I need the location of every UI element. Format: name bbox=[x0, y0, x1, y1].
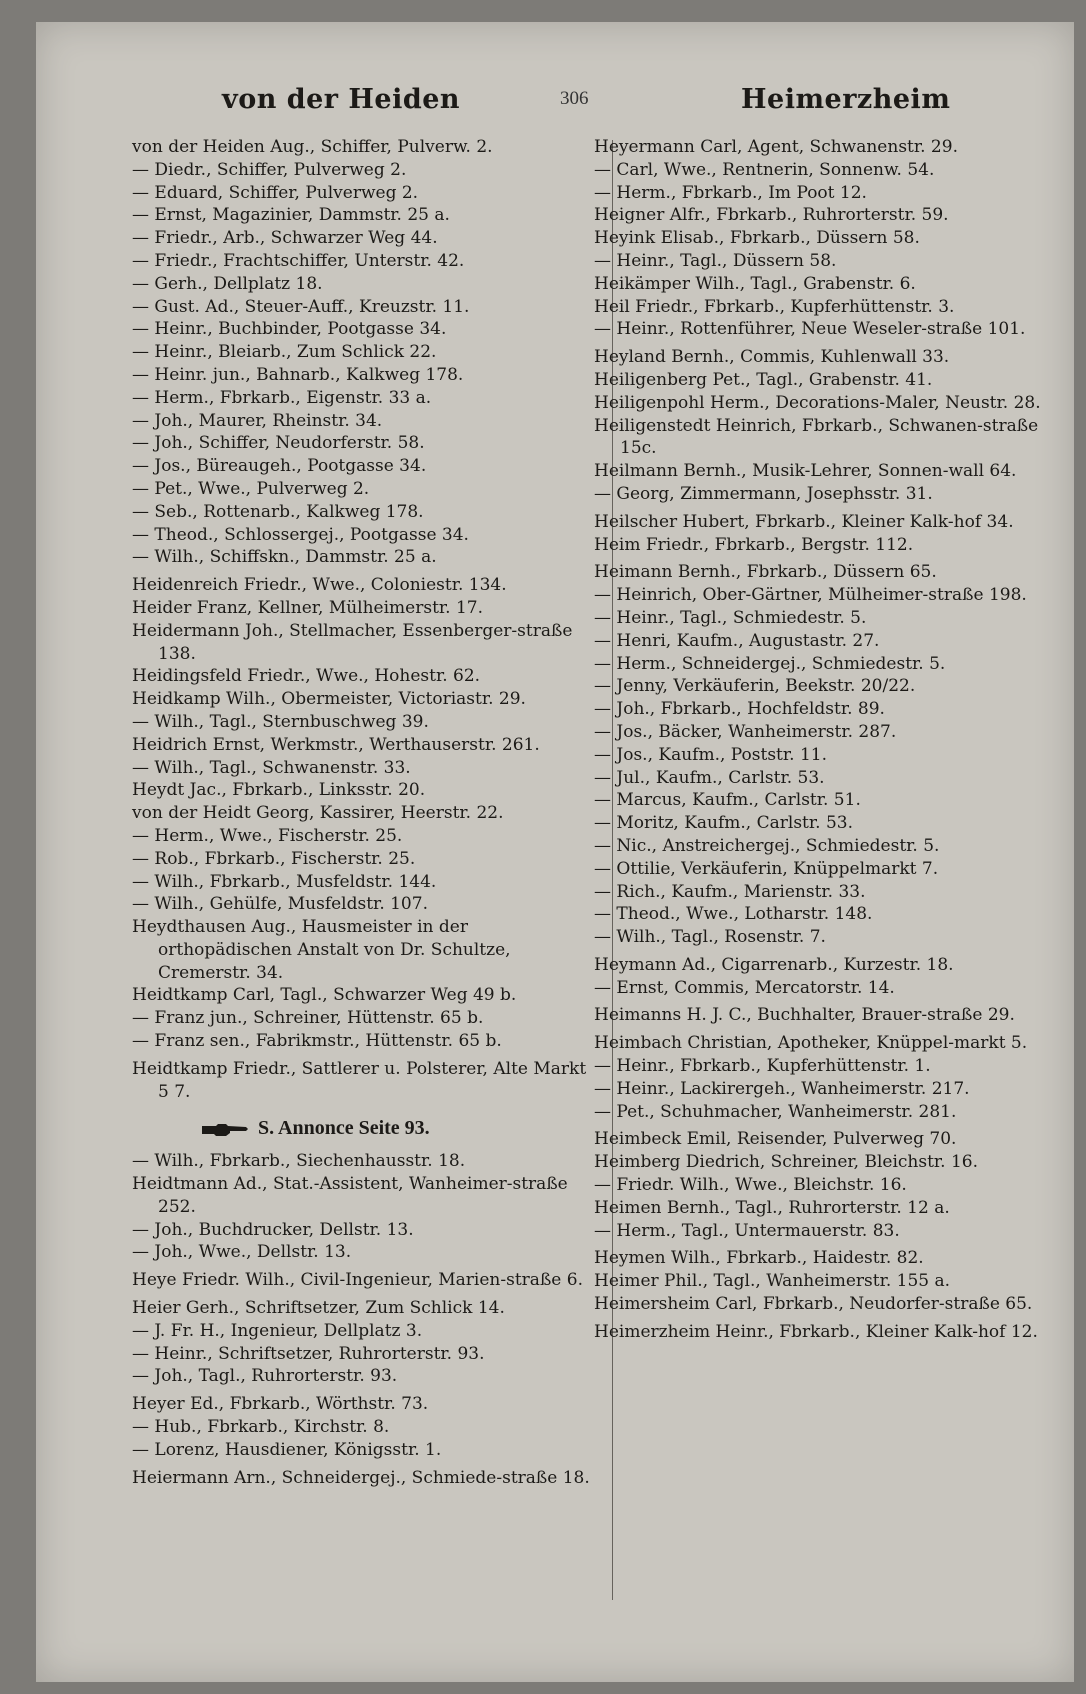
directory-entry: Heimberg Diedrich, Schreiner, Bleichstr. 16. bbox=[594, 1152, 979, 1173]
directory-entry: — Heinr., Rottenführer, Neue Weseler-straße 101. bbox=[594, 319, 1026, 340]
directory-entry: — Nic., Anstreichergej., Schmiedestr. 5. bbox=[594, 835, 940, 856]
directory-entry: Heyermann Carl, Agent, Schwanenstr. 29. bbox=[594, 137, 958, 157]
directory-entry: Heye Friedr. Wilh., Civil-Ingenieur, Marien-straße 6. bbox=[132, 1270, 583, 1291]
directory-entry: — Joh., Schiffer, Neudorferstr. 58. bbox=[132, 433, 425, 454]
directory-entry: — Gerh., Dellplatz 18. bbox=[132, 273, 323, 294]
directory-entry: Heimann Bernh., Fbrkarb., Düssern 65. bbox=[594, 562, 937, 583]
directory-entry: Heydthausen Aug., Hausmeister in der orthopädischen Anstalt von Dr. Schultze, Cremerstr. 34. bbox=[132, 917, 511, 983]
left-entries-before-annonce bbox=[132, 136, 594, 1103]
directory-entry: — Carl, Wwe., Rentnerin, Sonnenw. 54. bbox=[594, 159, 935, 180]
directory-entry: Heydt Jac., Fbrkarb., Linksstr. 20. bbox=[132, 780, 426, 801]
directory-entry: — Wilh., Gehülfe, Musfeldstr. 107. bbox=[132, 894, 428, 915]
directory-entry: Heier Gerh., Schriftsetzer, Zum Schlick 14. bbox=[132, 1298, 505, 1319]
directory-entry: Heiermann Arn., Schneidergej., Schmiede-straße 18. bbox=[132, 1467, 590, 1488]
directory-entry: — Heinr., Tagl., Düssern 58. bbox=[594, 250, 837, 271]
header-left-title: von der Heiden bbox=[222, 84, 461, 115]
directory-entry: — Herm., Tagl., Untermauerstr. 83. bbox=[594, 1220, 900, 1241]
directory-entry: Heyland Bernh., Commis, Kuhlenwall 33. bbox=[594, 347, 950, 368]
directory-entry: — Rob., Fbrkarb., Fischerstr. 25. bbox=[132, 848, 416, 869]
directory-entry: — Heinr. jun., Bahnarb., Kalkweg 178. bbox=[132, 364, 464, 385]
directory-entry: — Friedr., Arb., Schwarzer Weg 44. bbox=[132, 228, 438, 249]
directory-entry: — Heinr., Tagl., Schmiedestr. 5. bbox=[594, 607, 867, 628]
directory-entry: — Jul., Kaufm., Carlstr. 53. bbox=[594, 767, 825, 788]
directory-entry: — Herm., Schneidergej., Schmiedestr. 5. bbox=[594, 653, 946, 674]
directory-entry: — Ernst, Commis, Mercatorstr. 14. bbox=[594, 977, 895, 998]
directory-entry: — Heinr., Bleiarb., Zum Schlick 22. bbox=[132, 342, 437, 363]
directory-entry: — Heinr., Schriftsetzer, Ruhrorterstr. 93. bbox=[132, 1343, 485, 1364]
directory-entry: — Wilh., Fbrkarb., Siechenhausstr. 18. bbox=[132, 1151, 466, 1172]
directory-entry: Heilmann Bernh., Musik-Lehrer, Sonnen-wall 64. bbox=[594, 461, 1017, 482]
directory-entry: Heil Friedr., Fbrkarb., Kupferhüttenstr. 3. bbox=[594, 296, 955, 317]
directory-entry: — Georg, Zimmermann, Josephsstr. 31. bbox=[594, 483, 933, 504]
directory-entry: — Joh., Tagl., Ruhrorterstr. 93. bbox=[132, 1366, 398, 1387]
directory-entry: Heimen Bernh., Tagl., Ruhrorterstr. 12 a. bbox=[594, 1197, 950, 1218]
directory-entry: — Moritz, Kaufm., Carlstr. 53. bbox=[594, 813, 853, 834]
directory-entry: — Seb., Rottenarb., Kalkweg 178. bbox=[132, 501, 424, 522]
directory-entry: Heimerzheim Heinr., Fbrkarb., Kleiner Kalk-hof 12. bbox=[594, 1321, 1038, 1342]
annonce-text: S. Annonce Seite 93. bbox=[258, 1117, 430, 1140]
directory-entry: — Jos., Büreaugeh., Pootgasse 34. bbox=[132, 456, 427, 477]
directory-entry: — Eduard, Schiffer, Pulverweg 2. bbox=[132, 182, 419, 203]
directory-entry: — Heinr., Lackirergeh., Wanheimerstr. 217. bbox=[594, 1078, 970, 1099]
directory-entry: Heikämper Wilh., Tagl., Grabenstr. 6. bbox=[594, 273, 916, 294]
directory-entry: — Pet., Schuhmacher, Wanheimerstr. 281. bbox=[594, 1101, 957, 1122]
directory-entry: Heimbach Christian, Apotheker, Knüppel-markt 5. bbox=[594, 1033, 1028, 1054]
directory-entry: — Joh., Maurer, Rheinstr. 34. bbox=[132, 410, 383, 431]
directory-entry: Heidtmann Ad., Stat.-Assistent, Wanheimer-straße 252. bbox=[132, 1174, 568, 1217]
directory-page bbox=[36, 22, 1074, 1682]
header-right-title: Heimerzheim bbox=[741, 84, 951, 115]
directory-entry: Heimersheim Carl, Fbrkarb., Neudorfer-straße 65. bbox=[594, 1294, 1033, 1315]
left-column bbox=[132, 136, 594, 1489]
directory-entry: — Pet., Wwe., Pulverweg 2. bbox=[132, 478, 370, 499]
directory-entry: Heyink Elisab., Fbrkarb., Düssern 58. bbox=[594, 228, 920, 249]
directory-entry: — Joh., Fbrkarb., Hochfeldstr. 89. bbox=[594, 699, 885, 720]
directory-entry: Heidingsfeld Friedr., Wwe., Hohestr. 62. bbox=[132, 666, 481, 687]
directory-entry: Heidrich Ernst, Werkmstr., Werthauserstr. 261. bbox=[132, 734, 540, 755]
pointing-hand-icon bbox=[202, 1123, 248, 1137]
directory-entry: — Diedr., Schiffer, Pulverweg 2. bbox=[132, 159, 407, 180]
directory-entry: — Heinrich, Ober-Gärtner, Mülheimer-straße 198. bbox=[594, 585, 1027, 606]
directory-entry: — Wilh., Schiffskn., Dammstr. 25 a. bbox=[132, 547, 437, 568]
directory-entry: — Wilh., Tagl., Schwanenstr. 33. bbox=[132, 757, 411, 778]
page-number: 306 bbox=[560, 88, 589, 109]
directory-entry: Heymann Ad., Cigarrenarb., Kurzestr. 18. bbox=[594, 954, 954, 975]
directory-entry: — Franz sen., Fabrikmstr., Hüttenstr. 65 b. bbox=[132, 1031, 502, 1052]
directory-entry: Heimbeck Emil, Reisender, Pulverweg 70. bbox=[594, 1129, 957, 1150]
directory-entry: — Wilh., Tagl., Rosenstr. 7. bbox=[594, 927, 826, 948]
directory-entry: — Wilh., Tagl., Sternbuschweg 39. bbox=[132, 711, 429, 732]
directory-entry: Heidtkamp Friedr., Sattlerer u. Polsterer, Alte Markt 5 7. bbox=[132, 1058, 587, 1102]
directory-entry: — Henri, Kaufm., Augustastr. 27. bbox=[594, 630, 880, 651]
directory-entry: von der Heidt Georg, Kassirer, Heerstr. 22. bbox=[132, 803, 504, 824]
directory-entry: — Jos., Kaufm., Poststr. 11. bbox=[594, 744, 827, 765]
directory-entry: — Jenny, Verkäuferin, Beekstr. 20/22. bbox=[594, 676, 916, 697]
directory-entry: — Heinr., Fbrkarb., Kupferhüttenstr. 1. bbox=[594, 1056, 931, 1077]
directory-entry: — Hub., Fbrkarb., Kirchstr. 8. bbox=[132, 1417, 390, 1438]
directory-entry: — Ottilie, Verkäuferin, Knüppelmarkt 7. bbox=[594, 858, 939, 879]
directory-entry: Heider Franz, Kellner, Mülheimerstr. 17. bbox=[132, 597, 484, 618]
directory-entry: Heimanns H. J. C., Buchhalter, Brauer-straße 29. bbox=[594, 1005, 1015, 1026]
directory-entry: — Friedr., Frachtschiffer, Unterstr. 42. bbox=[132, 250, 465, 271]
directory-entry: — Herm., Fbrkarb., Eigenstr. 33 a. bbox=[132, 387, 432, 408]
directory-entry: — Theod., Wwe., Lotharstr. 148. bbox=[594, 904, 873, 925]
directory-entry: — Lorenz, Hausdiener, Königsstr. 1. bbox=[132, 1439, 442, 1460]
page-header bbox=[36, 84, 1074, 124]
directory-entry: — Franz jun., Schreiner, Hüttenstr. 65 b. bbox=[132, 1008, 484, 1029]
right-column bbox=[594, 136, 1070, 1344]
directory-entry: — Herm., Wwe., Fischerstr. 25. bbox=[132, 825, 403, 846]
directory-entry: — Rich., Kaufm., Marienstr. 33. bbox=[594, 881, 866, 902]
right-entries bbox=[594, 136, 1070, 1344]
annonce-notice bbox=[132, 1117, 594, 1140]
directory-entry: — Ernst, Magazinier, Dammstr. 25 a. bbox=[132, 205, 450, 226]
directory-entry: Heilscher Hubert, Fbrkarb., Kleiner Kalk-hof 34. bbox=[594, 511, 1014, 532]
directory-entry: Heyer Ed., Fbrkarb., Wörthstr. 73. bbox=[132, 1394, 429, 1415]
directory-entry: — Joh., Wwe., Dellstr. 13. bbox=[132, 1242, 352, 1263]
directory-entry: Heiligenpohl Herm., Decorations-Maler, Neustr. 28. bbox=[594, 392, 1041, 413]
directory-entry: — Jos., Bäcker, Wanheimerstr. 287. bbox=[594, 721, 897, 742]
directory-entry: — Wilh., Fbrkarb., Musfeldstr. 144. bbox=[132, 871, 437, 892]
left-entries-after-annonce bbox=[132, 1150, 594, 1489]
directory-entry: Heimer Phil., Tagl., Wanheimerstr. 155 a. bbox=[594, 1271, 951, 1292]
directory-entry: Heidkamp Wilh., Obermeister, Victoriastr. 29. bbox=[132, 689, 526, 710]
directory-entry: — Friedr. Wilh., Wwe., Bleichstr. 16. bbox=[594, 1175, 907, 1196]
directory-entry: von der Heiden Aug., Schiffer, Pulverw. 2. bbox=[132, 137, 493, 157]
directory-entry: — Heinr., Buchbinder, Pootgasse 34. bbox=[132, 319, 447, 340]
directory-entry: — Marcus, Kaufm., Carlstr. 51. bbox=[594, 790, 861, 811]
directory-entry: Heiligenstedt Heinrich, Fbrkarb., Schwanen-straße 15c. bbox=[594, 415, 1039, 459]
directory-entry: — Herm., Fbrkarb., Im Poot 12. bbox=[594, 182, 867, 203]
directory-entry: — Theod., Schlossergej., Pootgasse 34. bbox=[132, 524, 469, 545]
directory-entry: Heigner Alfr., Fbrkarb., Ruhrorterstr. 59. bbox=[594, 205, 949, 226]
directory-entry: Heymen Wilh., Fbrkarb., Haidestr. 82. bbox=[594, 1248, 924, 1269]
directory-entry: — Gust. Ad., Steuer-Auff., Kreuzstr. 11. bbox=[132, 296, 470, 317]
directory-entry: Heidtkamp Carl, Tagl., Schwarzer Weg 49 b. bbox=[132, 985, 517, 1006]
directory-entry: — Joh., Buchdrucker, Dellstr. 13. bbox=[132, 1219, 414, 1240]
directory-entry: Heiligenberg Pet., Tagl., Grabenstr. 41. bbox=[594, 369, 933, 390]
directory-entry: — J. Fr. H., Ingenieur, Dellplatz 3. bbox=[132, 1320, 423, 1341]
directory-entry: Heidenreich Friedr., Wwe., Coloniestr. 134. bbox=[132, 575, 507, 596]
directory-entry: Heim Friedr., Fbrkarb., Bergstr. 112. bbox=[594, 534, 914, 555]
directory-entry: Heidermann Joh., Stellmacher, Essenberger-straße 138. bbox=[132, 620, 573, 664]
